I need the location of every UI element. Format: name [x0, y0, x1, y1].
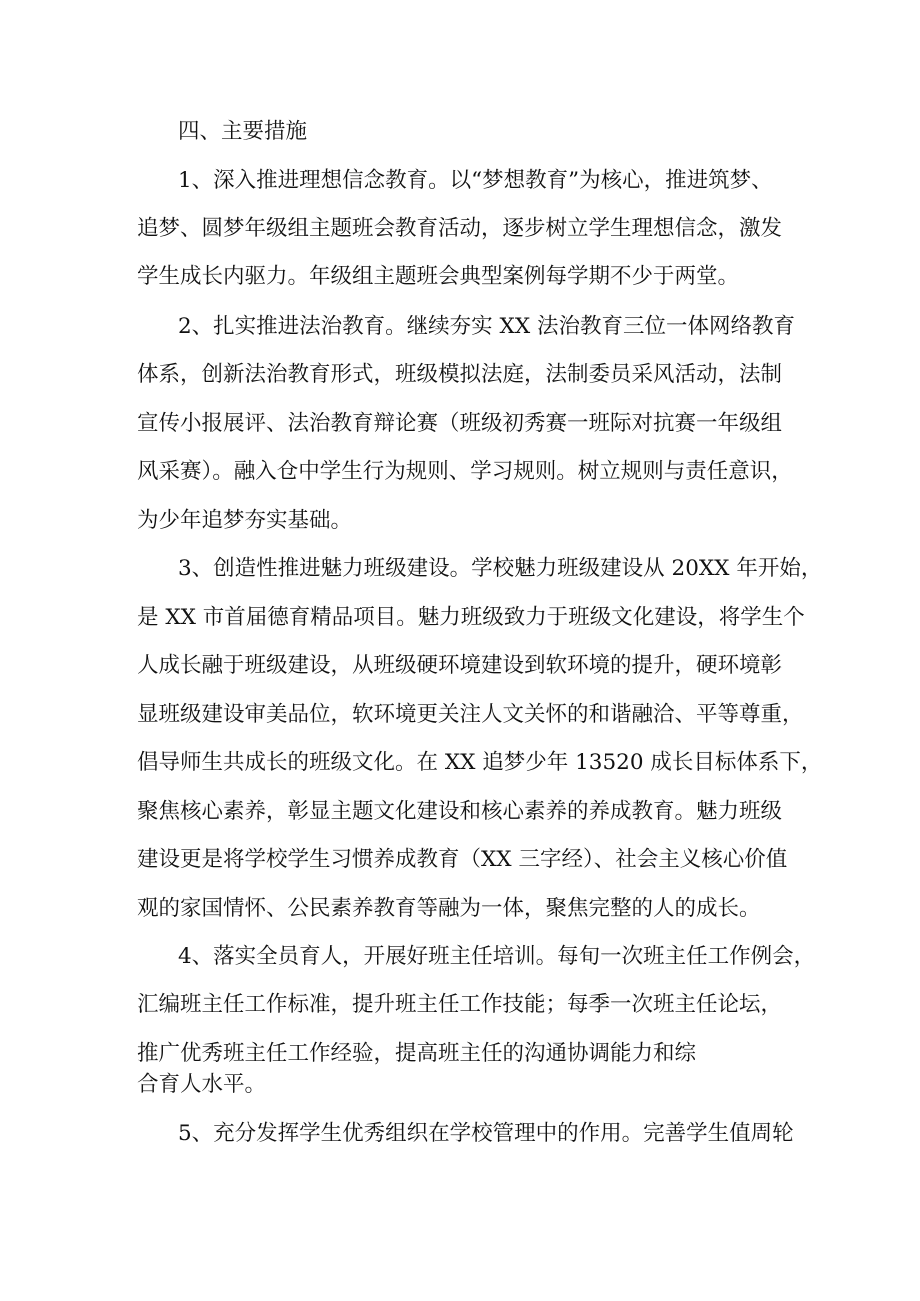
paragraph-4-line-3: 推广优秀班主任工作经验，提高班主任的沟通协调能力和综: [137, 1041, 697, 1066]
paragraph-3-line-8: 观的家国情怀、公民素养教育等融为一体，聚焦完整的人的成长。: [137, 896, 761, 921]
paragraph-1-line-3: 学生成长内驱力。年级组主题班会典型案例每学期不少于两堂。: [137, 264, 740, 289]
paragraph-2-line-5: 为少年追梦夯实基础。: [137, 508, 353, 533]
paragraph-3-line-4: 显班级建设审美品位，软环境更关注人文关怀的和谐融洽、平等尊重，: [137, 702, 804, 727]
paragraph-2-line-2: 体系，创新法治教育形式，班级模拟法庭，法制委员采风活动，法制: [137, 362, 783, 387]
paragraph-3-line-1: 3、创造性推进魅力班级建设。学校魅力班级建设从 20XX 年开始，: [178, 556, 823, 581]
paragraph-2-line-4: 风采赛）。融入仓中学生行为规则、学习规则。树立规则与责任意识，: [137, 459, 793, 484]
paragraph-2-line-3: 宣传小报展评、法治教育辩论赛（班级初秀赛一班际对抗赛一年级组: [137, 411, 783, 436]
paragraph-4-line-1: 4、落实全员育人，开展好班主任培训。每旬一次班主任工作例会，: [178, 944, 816, 969]
paragraph-2-line-1: 2、扎实推进法治教育。继续夯实 XX 法治教育三位一体网络教育: [178, 314, 795, 339]
paragraph-1-line-1: 1、深入推进理想信念教育。以“梦想教育”为核心，推进筑梦、: [178, 168, 773, 193]
paragraph-3-line-6: 聚焦核心素养，彰显主题文化建设和核心素养的养成教育。魅力班级: [137, 799, 783, 824]
paragraph-5-line-1: 5、充分发挥学生优秀组织在学校管理中的作用。完善学生值周轮: [178, 1121, 794, 1146]
paragraph-3-line-3: 人成长融于班级建设，从班级硬环境建设到软环境的提升，硬环境彰: [137, 653, 783, 678]
paragraph-4-line-4: 合育人水平。: [137, 1072, 267, 1097]
paragraph-3-line-5: 倡导师生共成长的班级文化。在 XX 追梦少年 13520 成长目标体系下，: [137, 750, 823, 775]
paragraph-1-line-2: 追梦、圆梦年级组主题班会教育活动，逐步树立学生理想信念，激发: [137, 216, 783, 241]
paragraph-4-line-2: 汇编班主任工作标准，提升班主任工作技能；每季一次班主任论坛，: [137, 992, 783, 1017]
section-heading: 四、主要措施: [178, 119, 308, 144]
paragraph-3-line-2: 是 XX 市首届德育精品项目。魅力班级致力于班级文化建设，将学生个: [137, 605, 805, 630]
paragraph-3-line-7: 建设更是将学校学生习惯养成教育（XX 三字经）、社会主义核心价值: [137, 847, 788, 872]
